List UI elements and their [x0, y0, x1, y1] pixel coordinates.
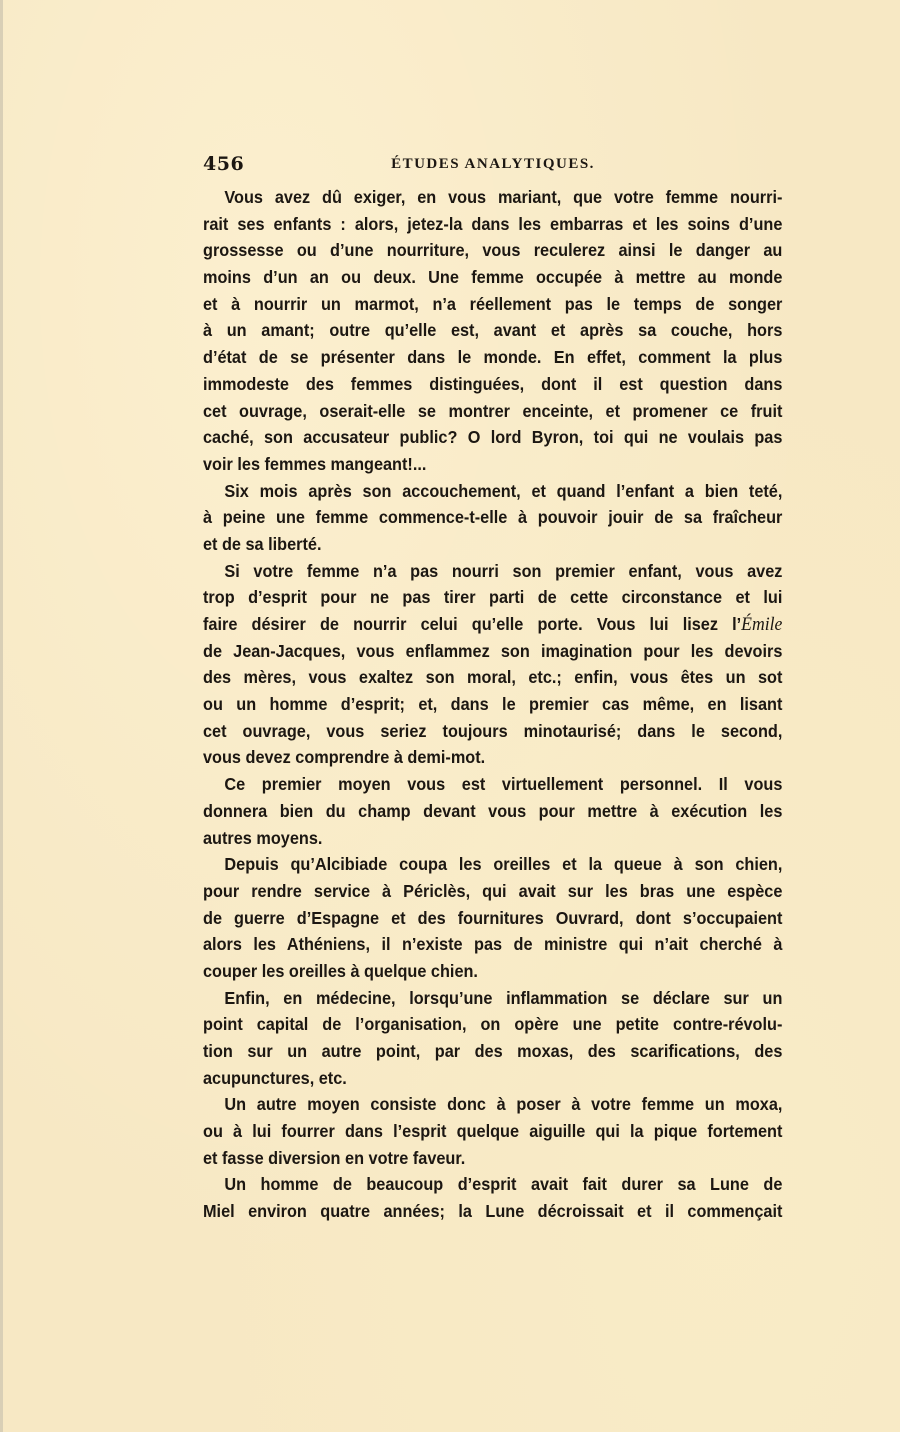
text-line: Un homme de beaucoup d’esprit avait fait durer sa Lune de	[224, 1174, 783, 1195]
text-line: ou un homme d’esprit; et, dans le premier cas même, en lisant	[203, 694, 783, 715]
text-line: à un amant; outre qu’elle est, avant et après sa couche, hors	[203, 320, 783, 341]
text-line: point capital de l’organisation, on opère une petite contre-révolu-	[203, 1014, 783, 1035]
text-line: alors les Athéniens, il n’existe pas de ministre qui n’ait cherché à	[203, 934, 783, 955]
paragraph	[203, 771, 783, 851]
text-line: Miel environ quatre années; la Lune décroissait et il commençait	[203, 1201, 783, 1222]
text-line: immodeste des femmes distinguées, dont il est question dans	[203, 373, 783, 394]
paragraph	[203, 1171, 783, 1224]
paragraph	[203, 851, 783, 984]
book-title-emile: Émile	[741, 614, 783, 635]
text-line: cet ouvrage, vous seriez toujours minotaurisé; dans le second,	[203, 720, 783, 741]
page-number: 456	[203, 153, 245, 175]
text-line: couper les oreilles à quelque chien.	[203, 960, 478, 981]
text-line: ou à lui fourrer dans l’esprit quelque aiguille qui la pique fortement	[203, 1121, 783, 1142]
text-line: des mères, vous exaltez son moral, etc.; enfin, vous êtes un sot	[203, 667, 783, 688]
text-line: Un autre moyen consiste donc à poser à votre femme un moxa,	[224, 1094, 783, 1115]
text-line: tion sur un autre point, par des moxas, des scarifications, des	[203, 1041, 783, 1061]
paragraph	[203, 1091, 783, 1171]
text-line: de guerre d’Espagne et des fournitures Ouvrard, dont s’occupaient	[203, 907, 783, 928]
text-line: caché, son accusateur public? O lord Byron, toi qui ne voulais pas	[203, 427, 783, 448]
body-text	[203, 184, 783, 1225]
text-line: Si votre femme n’a pas nourri son premier enfant, vous avez	[224, 560, 783, 581]
text-line: et fasse diversion en votre faveur.	[203, 1147, 466, 1168]
paragraph	[203, 184, 783, 478]
text-line: grossesse ou d’une nourriture, vous reculerez ainsi le danger au	[203, 240, 783, 261]
text-line: trop d’esprit pour ne pas tirer parti de cette circonstance et lui	[203, 587, 783, 608]
text-fragment: faire désirer de nourrir celui qu’elle porte. Vous lui lisez l’	[203, 614, 742, 634]
text-line: et à nourrir un marmot, n’a réellement pas le temps de songer	[203, 293, 783, 314]
text-line-with-title	[203, 611, 782, 638]
text-line: d’état de se présenter dans le monde. En effet, comment la plus	[203, 347, 783, 368]
text-line: à peine une femme commence-t-elle à pouvoir jouir de sa fraîcheur	[203, 507, 783, 528]
text-line: et de sa liberté.	[203, 533, 322, 554]
running-title: ÉTUDES ANALYTIQUES.	[391, 156, 595, 172]
page-edge	[0, 0, 3, 1432]
text-line: donnera bien du champ devant vous pour mettre à exécution les	[203, 800, 783, 821]
text-line: cet ouvrage, oserait-elle se montrer enceinte, et promener ce fruit	[203, 400, 783, 421]
text-line: Enfin, en médecine, lorsqu’une inflammation se déclare sur un	[224, 987, 783, 1008]
text-line: acupunctures, etc.	[203, 1067, 347, 1088]
text-line: Six mois après son accouchement, et quand l’enfant a bien teté,	[224, 480, 783, 501]
paragraph	[203, 478, 783, 558]
text-line: Ce premier moyen vous est virtuellement personnel. Il vous	[224, 774, 783, 795]
text-line: vous devez comprendre à demi-mot.	[203, 747, 486, 768]
paragraph	[203, 985, 783, 1092]
text-line: voir les femmes mangeant!...	[203, 453, 427, 474]
text-line: Vous avez dû exiger, en vous mariant, que votre femme nourri-	[224, 187, 783, 207]
text-line: moins d’un an ou deux. Une femme occupée à mettre au monde	[203, 267, 783, 288]
text-line: pour rendre service à Périclès, qui avait sur les bras une espèce	[203, 880, 783, 901]
paragraph	[203, 558, 783, 772]
text-line: autres moyens.	[203, 827, 323, 848]
text-line: rait ses enfants : alors, jetez-la dans les embarras et les soins d’une	[203, 213, 783, 234]
text-line: Depuis qu’Alcibiade coupa les oreilles et la queue à son chien,	[224, 854, 783, 875]
page-header	[203, 153, 783, 181]
text-line: de Jean-Jacques, vous enflammez son imagination pour les devoirs	[203, 640, 783, 661]
